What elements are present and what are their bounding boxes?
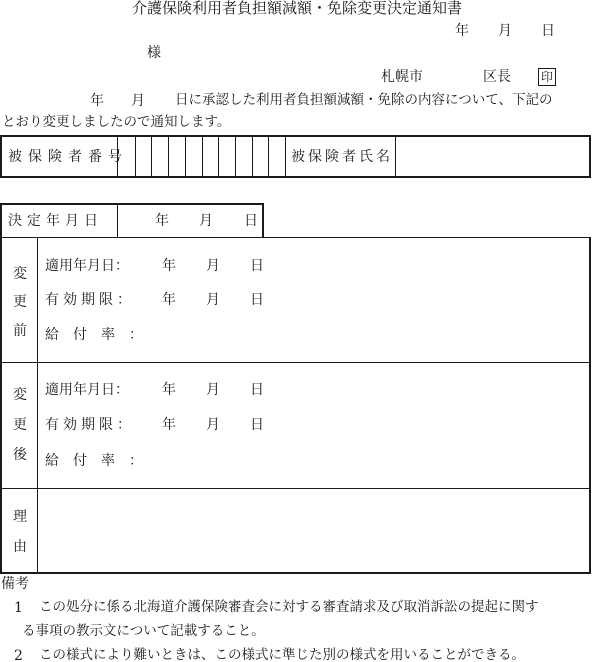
recipient-suffix: 様 xyxy=(147,45,161,61)
before-apply-year: 年 xyxy=(162,258,176,274)
after-valid-month: 月 xyxy=(206,417,220,433)
after-rate-label: 給付率： xyxy=(45,453,157,469)
before-apply-month: 月 xyxy=(206,258,220,274)
after-valid-day: 日 xyxy=(250,417,264,433)
insured-number-label: 被保険者番号 xyxy=(8,149,128,165)
number-box-divider xyxy=(235,137,236,176)
decision-date-label: 決定年月日 xyxy=(8,213,103,229)
seal-stamp: 印 xyxy=(538,68,556,86)
issuer-city: 札幌市 xyxy=(381,69,423,85)
after-valid-year: 年 xyxy=(162,417,176,433)
before-apply-label: 適用年月日： xyxy=(45,258,129,274)
before-label-2: 更 xyxy=(13,294,27,310)
number-box-divider xyxy=(252,137,253,176)
intro-year: 年 xyxy=(90,93,104,109)
number-box-divider xyxy=(185,137,186,176)
number-box-divider xyxy=(151,137,152,176)
issuer-title: 区長 xyxy=(483,69,511,85)
after-apply-label: 適用年月日： xyxy=(45,382,129,398)
header-date-day: 日 xyxy=(541,23,555,39)
intro-line2: とおり変更しましたので通知します。 xyxy=(2,114,231,130)
remarks-heading: 備考 xyxy=(1,576,29,592)
number-box-divider xyxy=(202,137,203,176)
remark-2-num: 2 xyxy=(14,648,23,662)
header-date-month: 月 xyxy=(498,23,512,39)
decision-month: 月 xyxy=(199,213,213,229)
insured-name-label: 被保険者氏名 xyxy=(291,149,393,165)
decision-day: 日 xyxy=(244,213,258,229)
reason-field[interactable] xyxy=(39,490,588,571)
after-apply-day: 日 xyxy=(250,382,264,398)
before-valid-month: 月 xyxy=(206,292,220,308)
header-date-year: 年 xyxy=(455,23,469,39)
reason-label-1: 理 xyxy=(13,509,27,525)
after-label-1: 変 xyxy=(13,387,27,403)
after-label-3: 後 xyxy=(13,447,27,463)
remark-1-num: 1 xyxy=(14,600,23,616)
intro-month: 月 xyxy=(131,93,145,109)
insured-name-field[interactable] xyxy=(397,138,588,175)
document-title: 介護保険利用者負担額減額・免除変更決定通知書 xyxy=(132,0,463,17)
remark-2-line1: この様式により難いときは、この様式に準じた別の様式を用いることができる。 xyxy=(39,647,525,662)
remark-1-line2: る事項の教示文について記載すること。 xyxy=(22,623,265,639)
before-label-3: 前 xyxy=(13,323,27,339)
before-valid-day: 日 xyxy=(250,292,264,308)
number-box-divider xyxy=(268,137,269,176)
before-apply-day: 日 xyxy=(250,258,264,274)
number-box-divider xyxy=(168,137,169,176)
intro-line1: 日に承認した利用者負担額減額・免除の内容について、下記の xyxy=(175,92,553,108)
after-apply-year: 年 xyxy=(162,382,176,398)
after-apply-month: 月 xyxy=(206,382,220,398)
before-rate-label: 給付率： xyxy=(45,327,157,343)
decision-year: 年 xyxy=(155,213,169,229)
before-valid-label: 有効期限： xyxy=(45,292,135,308)
number-box-divider xyxy=(218,137,219,176)
after-label-2: 更 xyxy=(13,417,27,433)
remark-1-line1: この処分に係る北海道介護保険審査会に対する審査請求及び取消訴訟の提起に関す xyxy=(39,599,539,615)
before-valid-year: 年 xyxy=(162,292,176,308)
after-valid-label: 有効期限： xyxy=(45,417,135,433)
reason-label-2: 由 xyxy=(13,539,27,555)
number-box-divider xyxy=(135,137,136,176)
before-label-1: 変 xyxy=(13,266,27,282)
